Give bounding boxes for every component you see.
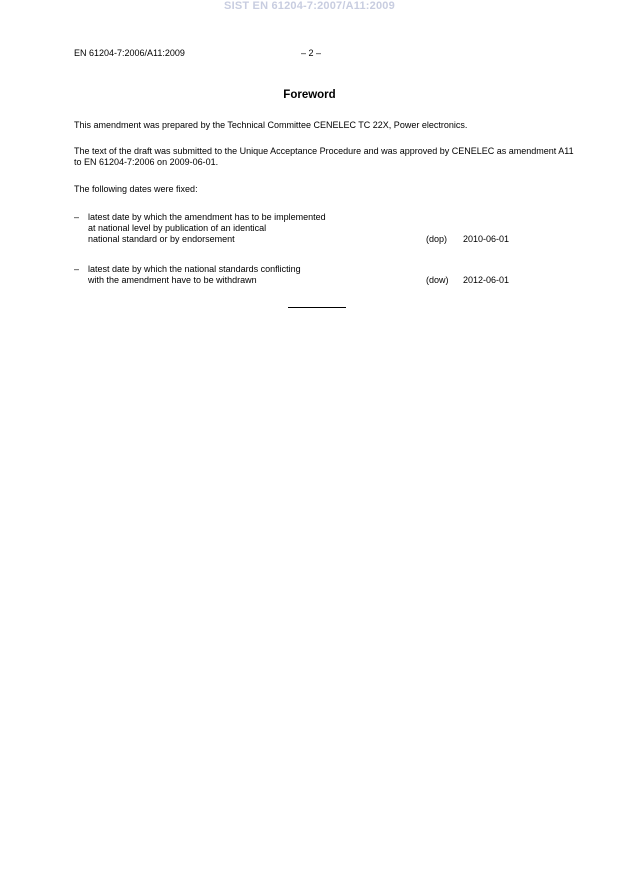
paragraph-dates-intro: The following dates were fixed: xyxy=(74,184,198,194)
date-item-description xyxy=(88,212,398,245)
watermark-text: SIST EN 61204-7:2007/A11:2009 xyxy=(224,0,395,12)
date-item-description xyxy=(88,264,398,286)
document-id: EN 61204-7:2006/A11:2009 xyxy=(74,48,185,58)
date-value: 2010-06-01 xyxy=(463,234,510,244)
date-abbreviation: (dow) xyxy=(426,275,449,285)
description-line: at national level by publication of an identical xyxy=(88,223,267,233)
page-number: – 2 – xyxy=(301,48,322,58)
page-title: Foreword xyxy=(283,89,336,101)
description-line: latest date by which the national standards conflicting xyxy=(88,264,301,274)
date-abbreviation: (dop) xyxy=(426,234,448,244)
list-dash: – xyxy=(74,264,80,274)
date-value: 2012-06-01 xyxy=(463,275,510,285)
description-line: national standard or by endorsement xyxy=(88,234,235,244)
description-line: with the amendment have to be withdrawn xyxy=(88,275,257,285)
end-rule xyxy=(288,307,346,308)
paragraph-prepared-by: This amendment was prepared by the Technical Committee CENELEC TC 22X, Power electronics. xyxy=(74,120,468,130)
paragraph-approval: The text of the draft was submitted to the Unique Acceptance Procedure and was approved by CENELEC as amendment A11 to EN 61204-7:2006 on 2009-06-01. xyxy=(74,146,574,167)
description-line: latest date by which the amendment has to be implemented xyxy=(88,212,326,222)
list-dash: – xyxy=(74,212,80,222)
